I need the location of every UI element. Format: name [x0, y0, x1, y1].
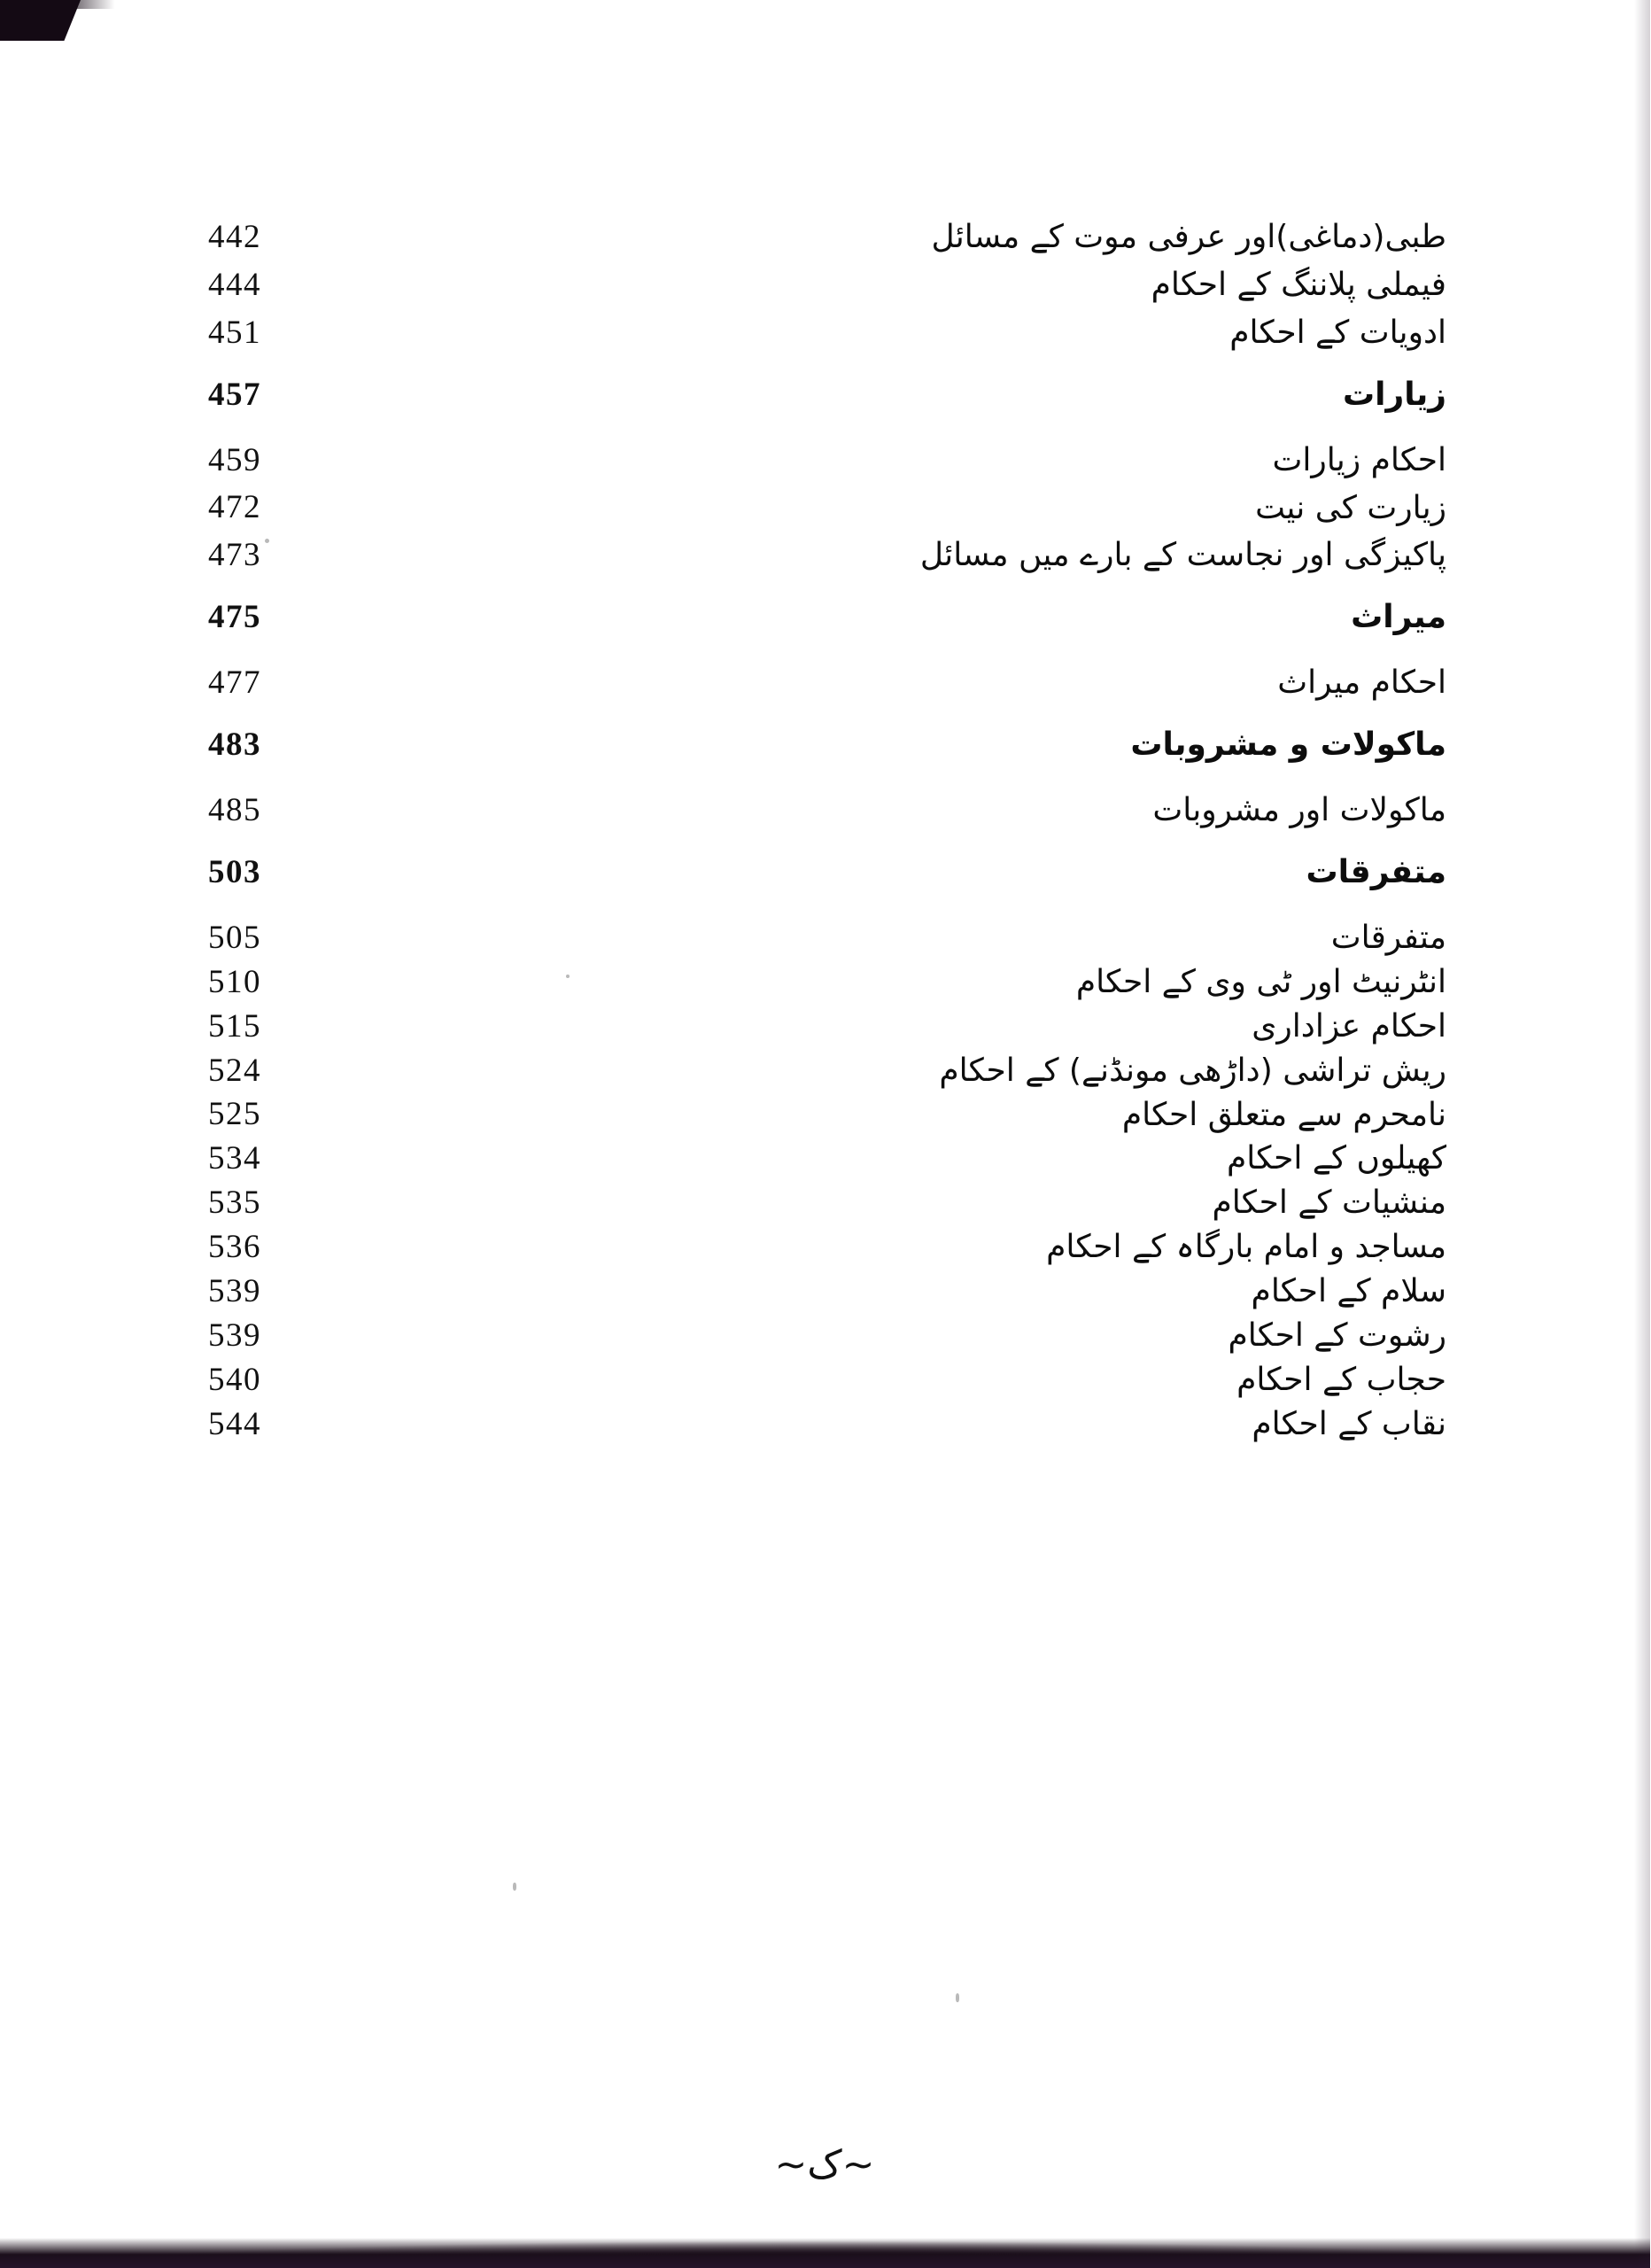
page-marker: ~ک~ [775, 2142, 876, 2187]
toc-dot-leader [271, 1080, 931, 1081]
toc-dot-leader [271, 947, 1323, 948]
toc-dot-leader [271, 294, 1143, 295]
scan-artifact-top-left-corner [0, 0, 81, 41]
toc-entry[interactable] [209, 1052, 1447, 1091]
toc-entry[interactable] [209, 1096, 1447, 1135]
toc-entry-title: نقاب کے احکام [1252, 1405, 1447, 1442]
toc-entry-page-number: 457 [209, 376, 262, 413]
scan-speck [266, 539, 270, 543]
toc-entry-page-number: 505 [209, 919, 262, 956]
toc-entry-page-number: 472 [209, 489, 262, 526]
toc-entry[interactable] [209, 266, 1447, 305]
toc-entry-title: پاکیزگی اور نجاست کے بارے میں مسائل [920, 537, 1447, 574]
toc-entry-title: فیملی پلاننگ کے احکام [1151, 266, 1447, 303]
toc-entry[interactable] [209, 664, 1447, 703]
toc-entry-title: متفرقات [1331, 919, 1447, 956]
toc-entry[interactable] [209, 853, 1447, 892]
toc-entry[interactable] [209, 1139, 1447, 1178]
toc-entry[interactable] [209, 598, 1447, 637]
toc-entry-title: نامحرم سے متعلق احکام [1122, 1096, 1447, 1133]
toc-entry-title: حجاب کے احکام [1237, 1361, 1447, 1398]
toc-dot-leader [271, 692, 1269, 693]
toc-entry-page-number: 525 [209, 1096, 262, 1133]
toc-dot-leader [271, 1168, 1219, 1169]
toc-entry-page-number: 477 [209, 664, 262, 702]
toc-entry-page-number: 444 [209, 266, 262, 303]
scan-speck [957, 1993, 960, 2002]
toc-entry-title: رشوت کے احکام [1229, 1317, 1447, 1355]
toc-dot-leader [271, 342, 1221, 343]
toc-entry-title: احکام زیارات [1273, 441, 1447, 478]
toc-dot-leader [271, 819, 1144, 820]
toc-entry-title: میراث [1352, 599, 1447, 636]
toc-entry[interactable] [209, 726, 1447, 765]
toc-dot-leader [271, 564, 912, 565]
toc-dot-leader [271, 1212, 1205, 1213]
scan-artifact-bottom-edge [0, 2238, 1651, 2268]
toc-entry-page-number: 524 [209, 1052, 262, 1089]
toc-entry-page-number: 459 [209, 441, 262, 478]
toc-dot-leader [271, 1256, 1038, 1257]
toc-entry-title: ریش تراشی (داڑھی مونڈنے) کے احکام [940, 1052, 1447, 1089]
toc-entry[interactable] [209, 1228, 1447, 1267]
toc-dot-leader [271, 991, 1068, 992]
toc-entry[interactable] [209, 1272, 1447, 1311]
toc-entry[interactable] [209, 314, 1447, 353]
toc-entry[interactable] [209, 536, 1447, 575]
toc-entry-page-number: 539 [209, 1317, 262, 1354]
scan-artifact-top-edge [0, 0, 1651, 9]
toc-dot-leader [271, 754, 1122, 755]
toc-entry-page-number: 503 [209, 853, 262, 890]
table-of-contents-list [209, 218, 1447, 1449]
scan-speck [514, 1883, 517, 1891]
toc-entry-title: زیارات [1344, 376, 1447, 413]
toc-entry-page-number: 475 [209, 599, 262, 636]
toc-entry-title: احکام میراث [1278, 664, 1447, 702]
toc-entry-page-number: 536 [209, 1229, 262, 1266]
toc-entry[interactable] [209, 791, 1447, 830]
toc-entry[interactable] [209, 919, 1447, 958]
toc-dot-leader [271, 626, 1343, 627]
toc-entry[interactable] [209, 218, 1447, 257]
toc-entry-page-number: 485 [209, 791, 262, 828]
toc-entry-title: کھیلوں کے احکام [1227, 1140, 1447, 1177]
toc-entry-page-number: 515 [209, 1007, 262, 1045]
toc-entry-title: متفرقات [1306, 853, 1447, 890]
toc-entry-page-number: 510 [209, 963, 262, 1000]
toc-entry-page-number: 442 [209, 218, 262, 255]
toc-dot-leader [271, 246, 924, 247]
toc-dot-leader [271, 1389, 1229, 1390]
toc-entry[interactable] [209, 376, 1447, 415]
toc-entry-title: احکام عزاداری [1252, 1007, 1447, 1045]
toc-entry-page-number: 535 [209, 1184, 262, 1222]
toc-entry-page-number: 540 [209, 1361, 262, 1398]
toc-entry-title: ادویات کے احکام [1230, 314, 1447, 351]
toc-entry-page-number: 473 [209, 537, 262, 574]
toc-entry[interactable] [209, 441, 1447, 480]
toc-entry-title: مساجد و امام بارگاہ کے احکام [1047, 1229, 1447, 1266]
toc-dot-leader [271, 1036, 1244, 1037]
toc-entry[interactable] [209, 1184, 1447, 1223]
toc-entry[interactable] [209, 1007, 1447, 1046]
toc-dot-leader [271, 1433, 1244, 1434]
toc-entry-page-number: 534 [209, 1140, 262, 1177]
toc-entry-title: ماکولات و مشروبات [1131, 726, 1447, 764]
toc-dot-leader [271, 404, 1335, 405]
toc-entry[interactable] [209, 1405, 1447, 1444]
scan-artifact-right-edge [1635, 0, 1651, 2268]
toc-entry-title: زیارت کی نیت [1256, 489, 1447, 526]
toc-dot-leader [271, 1123, 1114, 1124]
scan-speck [567, 975, 570, 978]
toc-entry-page-number: 544 [209, 1405, 262, 1442]
toc-entry-page-number: 451 [209, 314, 262, 351]
toc-entry[interactable] [209, 489, 1447, 528]
toc-entry-title: ماکولات اور مشروبات [1153, 792, 1447, 829]
toc-entry-page-number: 539 [209, 1273, 262, 1310]
toc-entry[interactable] [209, 963, 1447, 1002]
toc-entry-title: طبی(دماغی)اور عرفی موت کے مسائل [932, 219, 1447, 255]
toc-entry[interactable] [209, 1361, 1447, 1400]
toc-entry-page-number: 483 [209, 726, 262, 764]
toc-dot-leader [271, 1345, 1220, 1346]
toc-entry-title: انٹرنیٹ اور ٹی وی کے احکام [1076, 963, 1447, 1000]
toc-entry[interactable] [209, 1317, 1447, 1355]
toc-entry-title: سلام کے احکام [1252, 1273, 1447, 1310]
toc-entry-title: منشیات کے احکام [1213, 1184, 1447, 1222]
